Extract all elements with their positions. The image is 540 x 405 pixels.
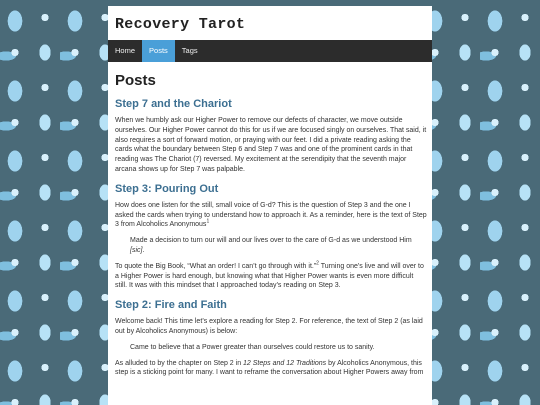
post-summary-continued: To quote the Big Book, “What an order! I can’t go through with it.”$^2$ Turning one’s live and will over to a Higher Power is hard enough, but knowing what that Higher Power wants is even more difficult still. It was with this mindset that I approached today’s reading on Step 3. xyxy=(115,260,424,290)
page-title: Posts xyxy=(115,72,156,89)
post-summary: Welcome back! This time let’s explore a reading for Step 2. For reference, the text of Step 2 (as laid out by Alcoholics Anonymous) is below: xyxy=(115,318,423,335)
post-summary: How does one listen for the still, small voice of G-d? This is the question of Step 3 and the one I asked the cards when trying to understand how to approach it. As a reminder, here is the text of Step 3 from Alcoholics Anonymous$^1$ xyxy=(115,201,427,229)
step-quote: Made a decision to turn our will and our lives over to the care of G-d as we understood Him [sic]. xyxy=(130,237,412,254)
nav-tags[interactable]: Tags xyxy=(181,46,198,55)
post-step-7 xyxy=(115,98,427,175)
main-nav xyxy=(108,40,432,62)
post-title-link[interactable]: Step 2: Fire and Faith xyxy=(115,299,227,312)
post-summary-continued: As alluded to by the chapter on Step 2 in 12 Steps and 12 Traditions by Alcoholics Anonymous, this step is a sticking point for many. I want to reframe the conversation about Higher Powers away from xyxy=(115,359,424,377)
footnote-link[interactable]: 1 xyxy=(206,219,210,226)
footnote-link[interactable]: 2 xyxy=(316,260,319,267)
post-summary: When we humbly ask our Higher Power to remove our defects of character, we move outside ourselves. Our Higher Power cannot do this for us if we are focused singly on ourselves. That said, it also requires a sort of forward motion, or praying with our feet. I did a private reading asking the cards what the boundary between Step 6 and Step 7 was and one of the prominent cards in that reading was The Chariot (7) reversed. My excitement at the serendipity that the seventh major arcana shows up for Step 7 was palpable. xyxy=(115,117,427,173)
page-container xyxy=(108,6,432,405)
step-quote: Came to believe that a Power greater than ourselves could restore us to sanity. xyxy=(130,343,375,351)
nav-posts[interactable]: Posts xyxy=(142,40,175,62)
post-title-link[interactable]: Step 7 and the Chariot xyxy=(115,98,232,110)
post-step-2 xyxy=(115,299,427,378)
main-content xyxy=(115,72,427,386)
post-step-3 xyxy=(115,183,427,291)
post-title-link[interactable]: Step 3: Pouring Out xyxy=(115,182,219,195)
site-title[interactable]: Recovery Tarot xyxy=(115,16,246,33)
nav-home[interactable]: Home xyxy=(115,46,136,55)
